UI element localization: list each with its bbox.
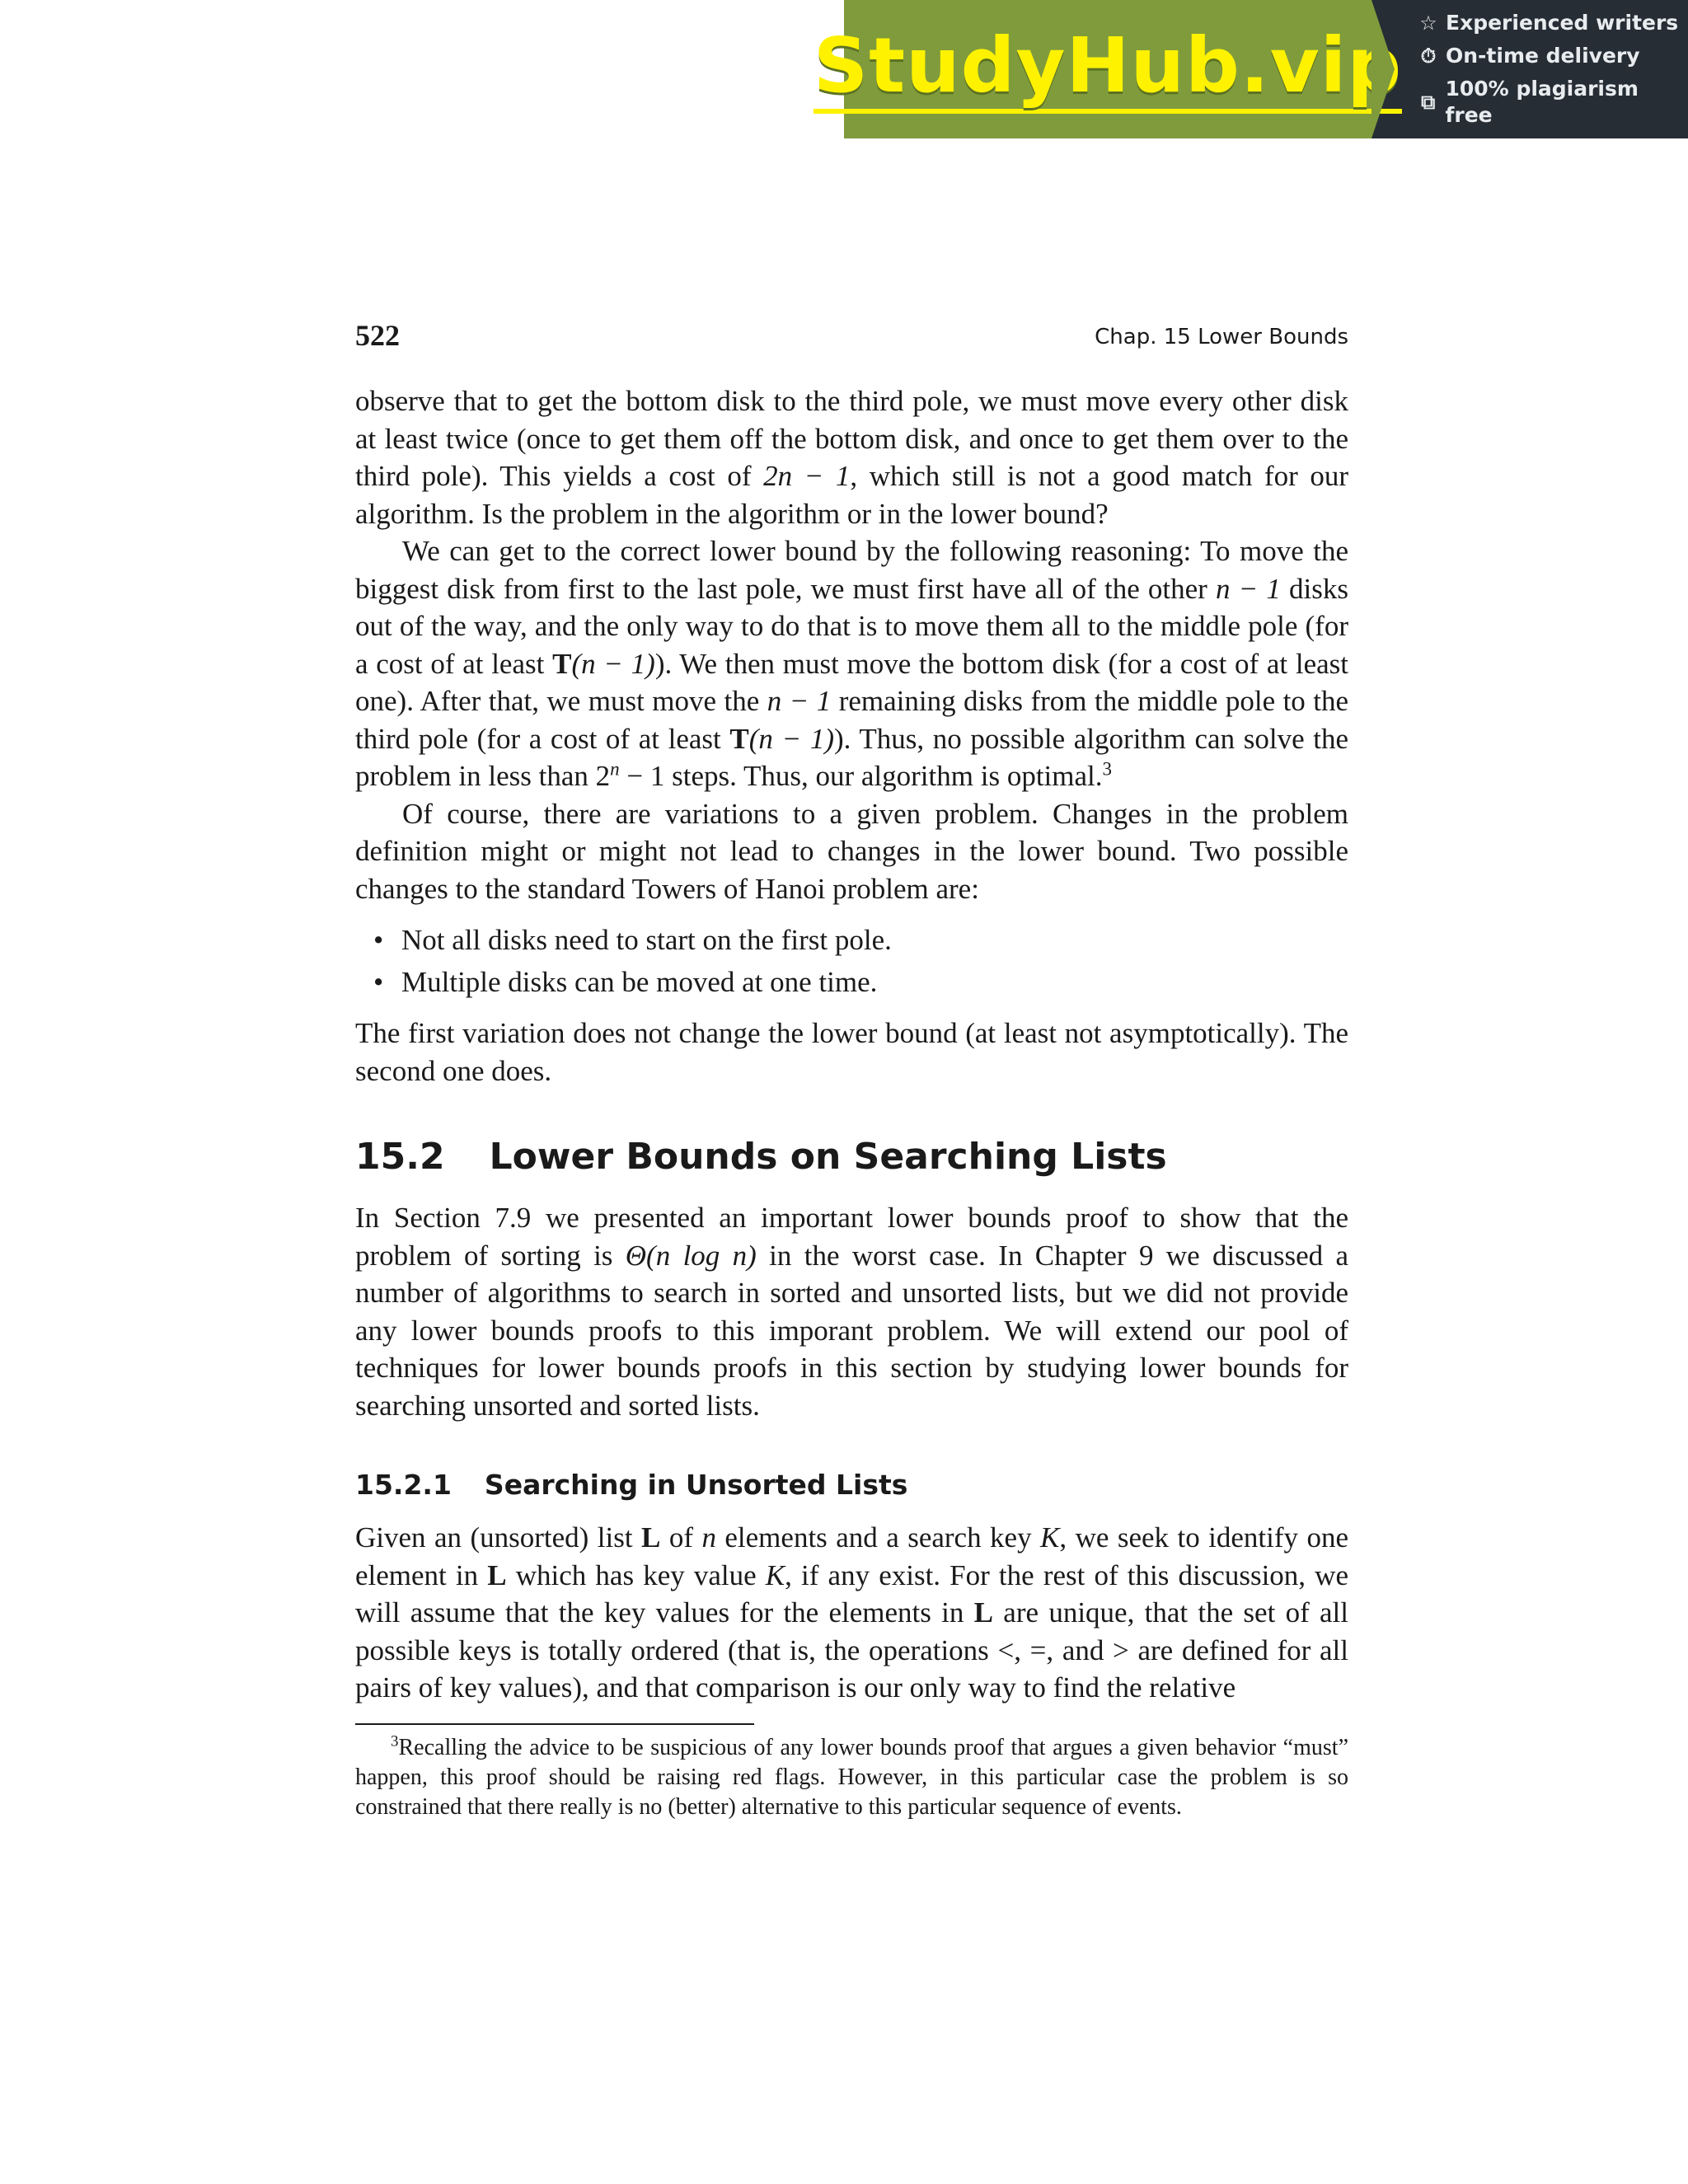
subsection-number: 15.2.1 <box>355 1469 452 1501</box>
page-header <box>355 313 1348 363</box>
footnote-ref-3: 3 <box>1102 758 1112 780</box>
footnote-rule <box>355 1723 754 1725</box>
page-number: 522 <box>355 319 400 352</box>
subsection-heading <box>355 1469 1348 1501</box>
section-title: Lower Bounds on Searching Lists <box>489 1136 1167 1178</box>
running-head: Chap. 15 Lower Bounds <box>1095 325 1348 349</box>
list-item: • Multiple disks can be moved at one time. <box>401 961 1348 1003</box>
section-heading <box>355 1136 1348 1178</box>
variations-list <box>355 919 1348 1003</box>
studyhub-logo[interactable]: StudyHub.vip <box>814 25 1402 114</box>
star-icon: ☆ <box>1419 12 1437 35</box>
section-number: 15.2 <box>355 1136 445 1178</box>
banner-logo-area[interactable] <box>813 0 1403 138</box>
footnote-3: $^3$Recalling the advice to be suspicious of any lower bounds proof that argues a given behavior “must” happen, this proof should be raising red flags. However, in this particular case the problem is so constrained that there really is no (better) alternative to this particular sequence of events. <box>355 1732 1348 1820</box>
studyhub-banner[interactable] <box>813 0 1688 138</box>
paragraph-1: observe that to get the bottom disk to the third pole, we must move every other disk at least twice (once to get them off the bottom disk, and once to get them over to the third pole). This yields a cost of 2n − 1, which still is not a good match for our algorithm. Is the problem in the algorithm or in the lower bound? <box>355 385 1348 530</box>
document-page <box>355 313 1348 1822</box>
banner-features <box>1372 0 1688 138</box>
paragraph-5: In Section 7.9 we presented an important lower bounds proof to show that the problem of sorting is Θ(n log n) in the worst case. In Chapter 9 we discussed a number of algorithms to search in sorted and unsorted lists, but we did not provide any lower bounds proofs to this imporant problem. We will extend our pool of techniques for lower bounds proofs in this section by studying lower bounds for searching unsorted and sorted lists. <box>355 1202 1348 1422</box>
paragraph-4: The first variation does not change the lower bound (at least not asymptotically). The second one does. <box>355 1017 1348 1087</box>
list-item: • Not all disks need to start on the first pole. <box>401 919 1348 961</box>
copy-check-icon: ⧉ <box>1421 91 1436 114</box>
feature-plagiarism-free: ⧉ 100% plagiarism free <box>1418 76 1688 129</box>
feature-on-time-delivery: ⏱ On-time delivery <box>1418 43 1688 69</box>
feature-experienced-writers: ☆ Experienced writers <box>1418 10 1688 36</box>
paragraph-3: Of course, there are variations to a given problem. Changes in the problem definition might or might not lead to changes in the lower bound. Two possible changes to the standard Towers of Hanoi problem are: <box>355 797 1348 905</box>
paragraph-2: We can get to the correct lower bound by the following reasoning: To move the biggest disk from first to the last pole, we must first have all of the other n − 1 disks out of the way, and the only way to do that is to move them all to the middle pole (for a cost of at least T(n − 1)). We then must move the bottom disk (for a cost of at least one). After that, we must move the n − 1 remaining disks from the middle pole to the third pole (for a cost of at least T(n − 1)). Thus, no possible algorithm can solve the problem in less than $2^n - 1$ steps. Thus, our algorithm is optimal.$^3$ <box>355 535 1349 792</box>
clock-icon: ⏱ <box>1420 45 1437 68</box>
subsection-title: Searching in Unsorted Lists <box>484 1469 908 1501</box>
paragraph-6: Given an (unsorted) list L of n elements and a search key K, we seek to identify one element in L which has key value K, if any exist. For the rest of this discussion, we will assume that the key values for the elements in L are unique, that the set of all possible keys is totally ordered (that is, the operations <, =, and > are defined for all pairs of key values), and that comparison is our only way to find the relative <box>355 1521 1348 1704</box>
